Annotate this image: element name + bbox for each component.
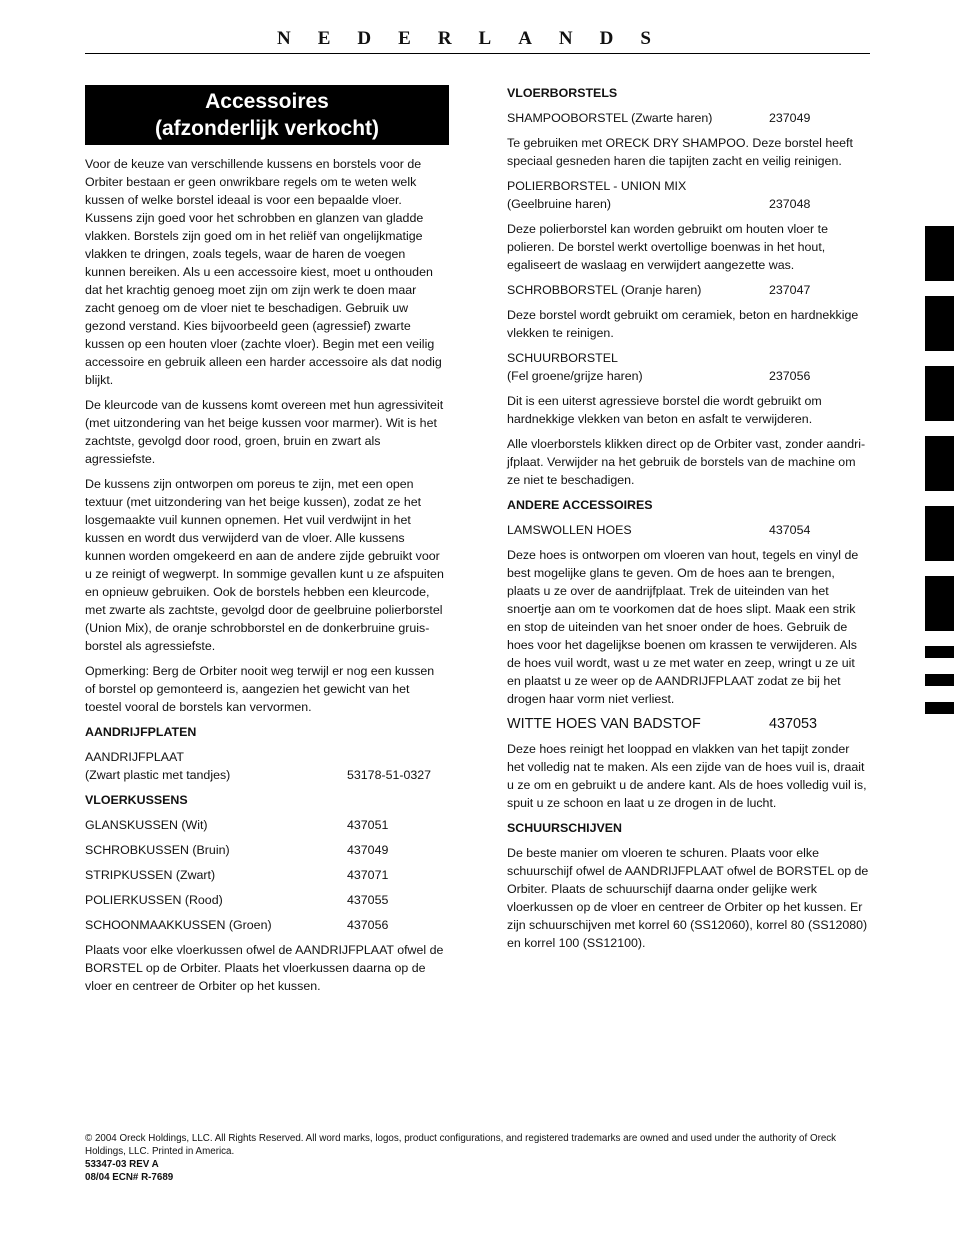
product-code: 437051 xyxy=(347,818,389,832)
section-title-line2: (afzonderlijk verkocht) xyxy=(154,117,380,140)
product-row xyxy=(507,349,869,385)
language-tab xyxy=(925,674,954,686)
product-code: 437055 xyxy=(347,893,389,907)
product-description: Te gebruiken met ORECK DRY SHAMPOO. Deze borstel heeft speciaal gesneden haren die tapijten zacht en veilig reinigen. xyxy=(507,136,853,168)
product-name: POLIERBORSTEL - UNION MIX xyxy=(507,179,687,193)
product-name: GLANSKUSSEN (Wit) xyxy=(85,818,208,832)
product-row xyxy=(507,177,869,213)
product-description: Deze hoes is ontworpen om vloeren van hout, tegels en vinyl de best mogelijke glans te geven. Om de hoes aan te brengen, plaats u ze over de aandrijfplaat. Trek de uiteinden van het snoertje aan om te voorkomen dat de hoes slipt. Maak een strik en stop de uiteinden van het snoer onder de hoes. Gebruik de hoes voor het dagelijkse boenen om krassen te verwijderen. Als de hoes vuil wordt, wast u ze met water en zeep, wringt u ze uit en plaatst u ze weer op de AANDRIJFPLAAT zodat ze bij het drogen haar vorm niet verliest. xyxy=(507,548,859,706)
product-code: 437053 xyxy=(769,716,818,732)
product-row xyxy=(85,866,447,884)
intro-paragraph: Opmerking: Berg de Orbiter nooit weg terwijl er nog een kussen of borstel op gemonteerd is, aangezien het gewicht van het toestel vooral de borstels kan vervormen. xyxy=(85,664,435,714)
product-name: WITTE HOES VAN BADSTOF xyxy=(507,716,701,732)
vloerborstels-heading: VLOERBORSTELS xyxy=(507,86,618,100)
intro-paragraph: Voor de keuze van verschillende kussens en borstels voor de Orbiter bestaan er geen onwrikbare regels om te weten welk kussen of welke borstel ideaal is voor een bepaalde vloer. Kussens zijn goed voor het schrobben en glanzen van gladde vlakken. Borstels zijn goed om in het reliëf van ongelijkmatige vlakken te dringen, zoals tegels, waar de haren de voegen kunnen bereiken. Als u een accessoire kiest, moet u onthouden dat het krachtig genoeg moet zijn om zijn werk te doen maar zacht genoeg om de vloer niet te beschadigen. Gebruik uw gezond verstand. Kies bijvoorbeeld geen (agressief) zwarte kussen op een houten vloer (zachte vloer). Begin met een veilig accessoire en gebruik alleen een harder accessoire als dat nodig blijkt. xyxy=(85,157,442,387)
product-row xyxy=(85,841,447,859)
product-code: 237056 xyxy=(769,369,811,383)
section-title-line1: Accessoires xyxy=(205,90,329,113)
andere-accessoires-heading: ANDERE ACCESSOIRES xyxy=(507,498,653,512)
product-name: SCHROBKUSSEN (Bruin) xyxy=(85,843,230,857)
schuurschijven-heading: SCHUURSCHIJVEN xyxy=(507,821,622,835)
language-tab xyxy=(925,436,954,491)
product-row xyxy=(507,109,869,127)
product-row xyxy=(507,715,869,733)
vloerkussens-note: Plaats voor elke vloerkussen ofwel de AANDRIJFPLAAT ofwel de BORSTEL op de Orbiter. Plaats het vloerkussen daarna op de vloer en centreer de Orbiter op het kussen. xyxy=(85,943,444,993)
product-name: LAMSWOLLEN HOES xyxy=(507,523,632,537)
intro-paragraph: De kleurcode van de kussens komt overeen met hun agressiviteit (met uitzondering van het beige kussen voor marmer). Wit is het zachtste, gevolgd door rood, groen, bruin en zwart als agressiefste. xyxy=(85,398,444,466)
product-name: SCHOONMAAKKUSSEN (Groen) xyxy=(85,918,272,932)
product-description: Deze hoes reinigt het looppad en vlakken van het tapijt zonder het volledig nat te maken. Als een zijde van de hoes vuil is, draait u ze om en gebruikt u de andere kant. Als de hoes volledig vuil is, spuit u ze schoon en laat u ze drogen in de lucht. xyxy=(507,742,867,810)
vloerkussens-heading: VLOERKUSSENS xyxy=(85,793,188,807)
language-tab xyxy=(925,506,954,561)
product-code: 437049 xyxy=(347,843,389,857)
product-name: SCHUURBORSTEL xyxy=(507,351,618,365)
product-description: Deze borstel wordt gebruikt om ceramiek, beton en hardnekkige vlekken te reinigen. xyxy=(507,308,859,340)
language-tab xyxy=(925,296,954,351)
product-name: POLIERKUSSEN (Rood) xyxy=(85,893,223,907)
language-tab xyxy=(925,366,954,421)
schuurschijven-description: De beste manier om vloeren te schuren. Plaats voor elke schuurschijf ofwel de AANDRIJFPLAAT ofwel de BORSTEL op de Orbiter. Plaats de schuurschijf daarna onder gelijke werk vloerkussen op de vloer en centreer de Orbiter op het kussen. Er zijn schuurschijven met korrel 60 (SS12060), korrel 80 (SS12080) en korrel 100 (SS12100). xyxy=(507,846,869,950)
language-tab xyxy=(925,226,954,281)
left-column xyxy=(85,155,447,1002)
product-description: Dit is een uiterst agressieve borstel die wordt gebruikt om hardnekkige vlekken van beton en asfalt te verwijderen. xyxy=(507,394,822,426)
product-row xyxy=(507,521,869,539)
language-tab xyxy=(925,702,954,714)
product-row xyxy=(507,281,869,299)
product-name: STRIPKUSSEN (Zwart) xyxy=(85,868,216,882)
language-header: NEDERLANDS xyxy=(277,28,678,49)
product-row xyxy=(85,816,447,834)
product-name-detail: (Zwart plastic met tandjes) xyxy=(85,768,231,782)
product-code: 437056 xyxy=(347,918,389,932)
product-name: SHAMPOOBORSTEL (Zwarte haren) xyxy=(507,111,713,125)
header-rule xyxy=(85,53,870,54)
product-row xyxy=(85,891,447,909)
intro-paragraph: De kussens zijn ontworpen om poreus te zijn, met een open textuur (met uitzondering van het beige kussen), zodat ze het losgemaakte vuil kunnen opnemen. Het vuil verdwijnt in het kussen en wordt dus verwijderd van de vloer. Alle kussens kunnen worden omgekeerd en aan de andere zijde gebruikt voor u ze reinigt of wegwerpt. In sommige gevallen kunt u ze afspuiten en opnieuw gebruiken. Ook de borstels hebben een kleurcode, met zwarte als zachtste, gevolgd door de geelbruine polierborstel (Union Mix), de oranje schrobborstel en de donkerbruine gruis-borstel als agressiefste. xyxy=(85,477,444,653)
product-code: 437054 xyxy=(769,523,811,537)
section-title-box xyxy=(85,85,449,145)
product-code: 237049 xyxy=(769,111,811,125)
language-tab xyxy=(925,576,954,631)
borstels-note: Alle vloerborstels klikken direct op de Orbiter vast, zonder aandri-jfplaat. Verwijder na het gebruik de borstels van de machine om ze niet te beschadigen. xyxy=(507,437,866,487)
product-code: 237047 xyxy=(769,283,811,297)
aandrijfplaten-heading: AANDRIJFPLATEN xyxy=(85,725,197,739)
footer xyxy=(85,1132,875,1184)
ecn-number: 08/04 ECN# R-7689 xyxy=(85,1172,174,1183)
part-number: 53347-03 REV A xyxy=(85,1159,159,1170)
product-code: 437071 xyxy=(347,868,389,882)
product-name-detail: (Geelbruine haren) xyxy=(507,197,612,211)
product-name: SCHROBBORSTEL (Oranje haren) xyxy=(507,283,702,297)
product-code: 53178-51-0327 xyxy=(347,768,432,782)
product-row xyxy=(85,748,447,784)
right-column xyxy=(507,84,869,959)
copyright-text: © 2004 Oreck Holdings, LLC. All Rights Reserved. All word marks, logos, product configurations, and registered trademarks are owned and used under the authority of Oreck Holdings, LLC. Printed in America. xyxy=(85,1133,837,1157)
product-description: Deze polierborstel kan worden gebruikt om houten vloer te polieren. De borstel werkt overtollige boenwas in het hout, egaliseert de waslaag en verwijdert aangezette was. xyxy=(507,222,828,272)
product-code: 237048 xyxy=(769,197,811,211)
product-row xyxy=(85,916,447,934)
language-tab xyxy=(925,646,954,658)
product-name: AANDRIJFPLAAT xyxy=(85,750,184,764)
product-name-detail: (Fel groene/grijze haren) xyxy=(507,369,643,383)
